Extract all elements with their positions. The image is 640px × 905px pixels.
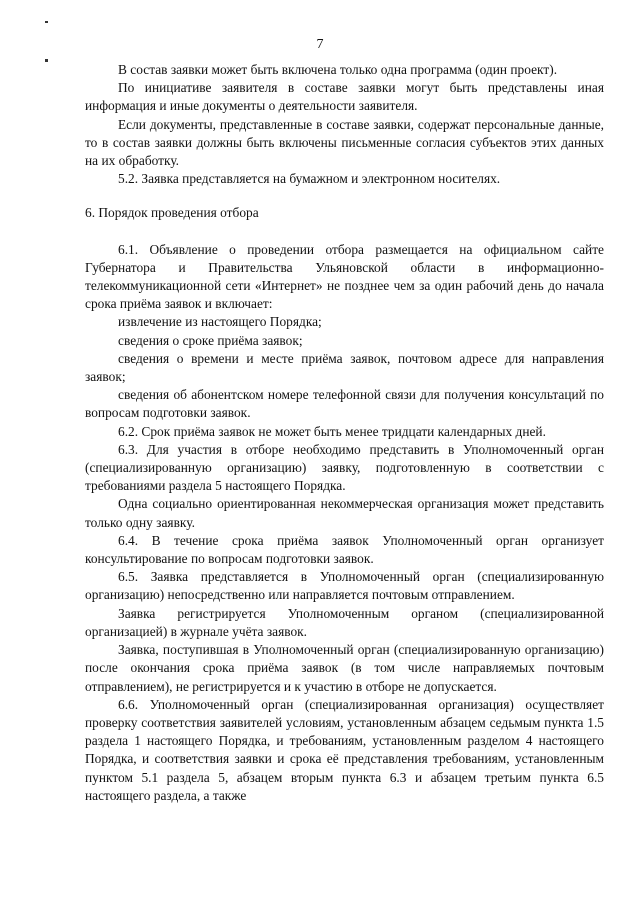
scan-mark — [45, 59, 48, 62]
paragraph: 6.4. В течение срока приёма заявок Уполномоченный орган организует консультирование по вопросам подготовки заявок. — [85, 532, 604, 567]
paragraph: Заявка, поступившая в Уполномоченный орган (специализированную организацию) после окончания срока приёма заявок (в том числе направляемых почтовым отправлением), не регистрируется и к участию в отборе не допускается. — [85, 642, 604, 694]
list-item: сведения о сроке приёма заявок; — [118, 332, 303, 348]
list-item: сведения об абонентском номере телефонной связи для получения консультаций по вопросам подготовки заявок. — [85, 387, 604, 421]
paragraph: 6.6. Уполномоченный орган (специализированная организация) осуществляет проверку соответствия заявителей условиям, установленным абзацем седьмым пункта 1.5 раздела 1 настоящего Порядка, и требованиям, установленным разделом 4 настоящего Порядка, и соответствия заявки и срока её представления требованиям, установленным пунктом 5.1 раздела 5, абзацем вторым пункта 6.3 и абзацем третьим пункта 6.5 настоящего раздела, а также — [85, 696, 604, 803]
list-item: извлечение из настоящего Порядка; — [118, 314, 322, 330]
paragraph: Если документы, представленные в составе заявки, содержат персональные данные, то в состав заявки должны быть включены письменные согласия субъектов этих данных на их обработку. — [85, 116, 604, 169]
page-number: 7 — [316, 37, 324, 52]
paragraph: Одна социально ориентированная некоммерческая организация может представить только одну заявку. — [85, 496, 604, 530]
paragraph: 5.2. Заявка представляется на бумажном и электронном носителях. — [118, 171, 501, 187]
scan-mark — [45, 21, 48, 23]
section-heading: 6. Порядок проведения отбора — [85, 205, 259, 221]
paragraph: В состав заявки может быть включена только одна программа (один проект). — [118, 62, 558, 77]
document-body — [85, 61, 604, 805]
paragraph: По инициативе заявителя в составе заявки могут быть представлены иная информация и иные документы о деятельности заявителя. — [85, 80, 604, 114]
paragraph: 6.2. Срок приёма заявок не может быть менее тридцати календарных дней. — [118, 423, 546, 439]
paragraph: 6.1. Объявление о проведении отбора размещается на официальном сайте Губернатора и Правительства Ульяновской области в информационно-телекоммуникационной сети «Интернет» не позднее чем за один рабочий день до начала срока приёма заявок и включает: — [85, 241, 604, 312]
paragraph: Заявка регистрируется Уполномоченным органом (специализированной организацией) в журнале учёта заявок. — [85, 605, 604, 639]
list-item: сведения о времени и месте приёма заявок, почтовом адресе для направления заявок; — [85, 350, 604, 385]
paragraph: 6.5. Заявка представляется в Уполномоченный орган (специализированную организацию) непосредственно или направляется почтовым отправлением. — [85, 569, 604, 603]
paragraph: 6.3. Для участия в отборе необходимо представить в Уполномоченный орган (специализированную организацию) заявку, подготовленную в соответствии с требованиями раздела 5 настоящего Порядка. — [85, 441, 604, 494]
